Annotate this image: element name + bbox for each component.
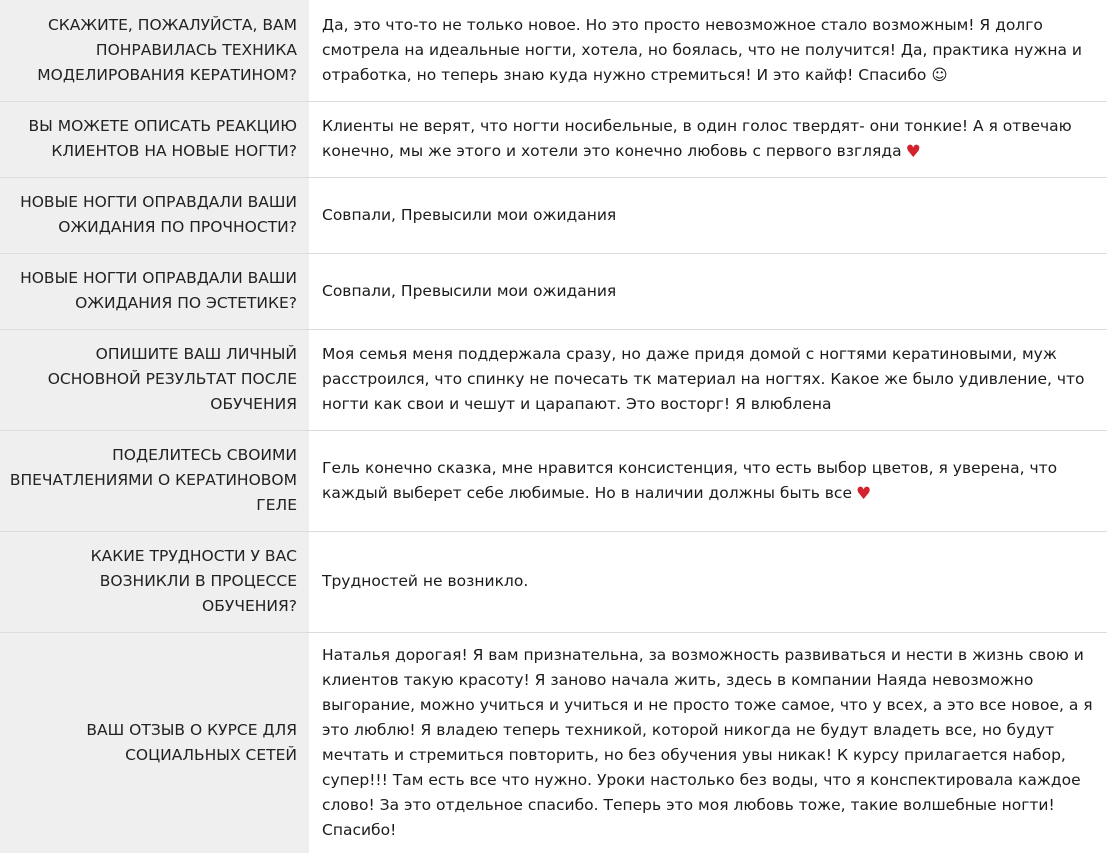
question-cell: ПОДЕЛИТЕСЬ СВОИМИ ВПЕЧАТЛЕНИЯМИ О КЕРАТИНОВОМ ГЕЛЕ: [0, 430, 309, 531]
answer-cell: [309, 329, 1107, 430]
answer-cell: [309, 430, 1107, 531]
answer-cell: [309, 101, 1107, 177]
table-row: [0, 177, 1107, 253]
question-cell: ОПИШИТЕ ВАШ ЛИЧНЫЙ ОСНОВНОЙ РЕЗУЛЬТАТ ПОСЛЕ ОБУЧЕНИЯ: [0, 329, 309, 430]
question-cell: СКАЖИТЕ, ПОЖАЛУЙСТА, ВАМ ПОНРАВИЛАСЬ ТЕХНИКА МОДЕЛИРОВАНИЯ КЕРАТИНОМ?: [0, 0, 309, 101]
answer-cell: [309, 253, 1107, 329]
question-cell: НОВЫЕ НОГТИ ОПРАВДАЛИ ВАШИ ОЖИДАНИЯ ПО ПРОЧНОСТИ?: [0, 177, 309, 253]
question-cell: НОВЫЕ НОГТИ ОПРАВДАЛИ ВАШИ ОЖИДАНИЯ ПО ЭСТЕТИКЕ?: [0, 253, 309, 329]
table-row: [0, 0, 1107, 101]
heart-icon: ♥: [856, 483, 872, 504]
table-row: [0, 253, 1107, 329]
question-cell: ВАШ ОТЗЫВ О КУРСЕ ДЛЯ СОЦИАЛЬНЫХ СЕТЕЙ: [0, 632, 309, 853]
question-cell: ВЫ МОЖЕТЕ ОПИСАТЬ РЕАКЦИЮ КЛИЕНТОВ НА НОВЫЕ НОГТИ?: [0, 101, 309, 177]
answer-cell: [309, 0, 1107, 101]
answer-cell: [309, 531, 1107, 632]
answer-text: Моя семья меня поддержала сразу, но даже придя домой с ногтями кератиновыми, муж расстроился, что спинку не почесать тк материал на ногтях. Какое же было удивление, что ногти как свои и чешут и царапают. Это восторг! Я влюблена: [322, 345, 1085, 413]
answer-text: Гель конечно сказка, мне нравится консистенция, что есть выбор цветов, я уверена, что каждый выберет себе любимые. Но в наличии должны быть все: [322, 458, 1058, 502]
question-cell: КАКИЕ ТРУДНОСТИ У ВАС ВОЗНИКЛИ В ПРОЦЕССЕ ОБУЧЕНИЯ?: [0, 531, 309, 632]
table-row: [0, 101, 1107, 177]
answer-text: Трудностей не возникло.: [322, 572, 529, 590]
table-row: [0, 329, 1107, 430]
table-row: [0, 632, 1107, 853]
answer-text: Совпали, Превысили мои ожидания: [322, 281, 617, 300]
table-row: [0, 531, 1107, 632]
table-row: [0, 430, 1107, 531]
answer-cell: [309, 177, 1107, 253]
answer-text: Наталья дорогая! Я вам признательна, за возможность развиваться и нести в жизнь свою и клиентов такую красоту! Я заново начала жить, здесь в компании Наяда невозможно выгорание, можно учиться и учиться и не просто тоже самое, что у всех, а это все новое, а я это люблю! Я владею теперь техникой, которой никогда не будут владеть все, но будут мечтать и стремиться повторить, но без обучения увы никак! К курсу прилагается набор, супер!!! Там есть все что нужно. Уроки настолько без воды, что я конспектировала каждое слово! За это отдельное спасибо. Теперь это моя любовь тоже, такие волшебные ногти! Спасибо!: [322, 645, 1093, 839]
answer-text: Да, это что-то не только новое. Но это просто невозможное стало возможным! Я долго смотрела на идеальные ногти, хотела, но боялась, что не получится! Да, практика нужна и отработка, но теперь знаю куда нужно стремиться! И это кайф! Спасибо ☺: [322, 15, 1082, 84]
answer-text: Клиенты не верят, что ногти носибельные, в один голос твердят- они тонкие! А я отвечаю конечно, мы же этого и хотели это конечно любовь с первого взгляда: [322, 117, 1072, 160]
heart-icon: ♥: [905, 142, 921, 162]
answer-cell: [309, 632, 1107, 853]
answer-text: Совпали, Превысили мои ожидания: [322, 205, 617, 224]
